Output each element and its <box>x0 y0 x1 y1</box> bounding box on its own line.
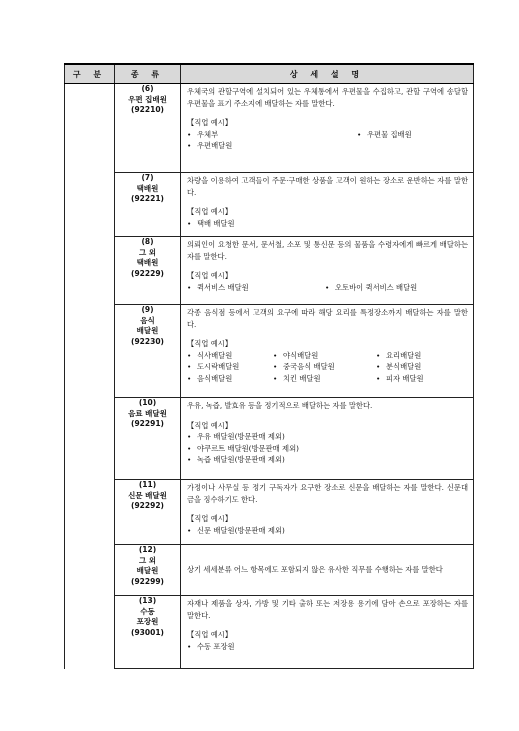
job-detail-cell <box>181 84 474 173</box>
job-description: 자재나 제품을 상자, 가방 및 기타 출하 또는 저장용 용기에 담아 손으로 포장하는 자를 말한다. <box>187 599 468 620</box>
example-list <box>187 129 468 152</box>
job-kind-cell <box>115 305 181 398</box>
example-item: • 녹즙 배달원(방문판매 제외) <box>187 454 468 466</box>
job-number: (12) <box>138 545 157 554</box>
job-name-line: 택배원 <box>136 258 159 267</box>
job-number: (10) <box>138 398 157 407</box>
job-name: 음료 배달원 <box>128 408 167 418</box>
example-item: • 중국음식 배달원 <box>273 361 376 373</box>
example-item: • 도시락배달원 <box>187 361 273 373</box>
example-item: • 오토바이 퀵서비스 배달원 <box>325 282 468 294</box>
job-detail-cell <box>181 398 474 480</box>
job-number: (9) <box>141 305 154 314</box>
job-kind-cell <box>115 84 181 173</box>
job-kind-cell <box>115 398 181 480</box>
job-name-line: 배달원 <box>136 326 159 335</box>
header-jongryu: 종 류 <box>115 64 181 84</box>
job-description: 우체국의 관할구역에 설치되어 있는 우체통에서 우편물을 수집하고, 관할 구역에 송달할 우편물을 표기 주소지에 배달하는 자를 말한다. <box>187 87 468 108</box>
job-name: 신문 배달원 <box>128 490 167 500</box>
job-description: 의뢰인이 요청한 문서, 문서철, 소포 및 통신문 등의 물품을 수령자에게 빠르게 배달하는 자를 말한다. <box>187 240 468 261</box>
table-row <box>65 398 474 480</box>
example-heading: 【직업 예시】 <box>187 207 233 216</box>
job-code: (93001) <box>131 627 164 637</box>
example-item: • 우유 배달원(방문판매 제외) <box>187 431 468 443</box>
example-heading: 【직업 예시】 <box>187 420 233 430</box>
job-name-line: 수동 <box>140 606 155 616</box>
job-code: (92292) <box>131 501 164 510</box>
table-row <box>65 173 474 237</box>
job-name-line: 포장원 <box>136 617 159 626</box>
example-item: • 야식배달원 <box>273 350 376 362</box>
example-list <box>187 282 468 294</box>
job-kind-cell <box>115 237 181 305</box>
example-heading: 【직업 예시】 <box>187 271 233 280</box>
job-kind-cell <box>115 480 181 545</box>
job-number: (11) <box>138 480 157 489</box>
gubun-cell <box>65 84 115 669</box>
job-detail-cell <box>181 173 474 237</box>
job-kind-cell <box>115 596 181 669</box>
job-name-line: 배달원 <box>136 566 159 575</box>
job-code: (92230) <box>131 336 164 346</box>
job-number: (8) <box>141 237 154 246</box>
job-description: 가정이나 사무실 등 정기 구독자가 요구한 장소로 신문을 배달하는 자를 말한다. 신문대금을 징수하기도 한다. <box>187 483 468 504</box>
example-item: • 야쿠르트 배달원(방문판매 제외) <box>187 443 468 455</box>
example-item: • 우편물 집배원 <box>357 129 468 141</box>
table-row <box>65 305 474 398</box>
job-description: 우유, 녹즙, 발효유 등을 정기적으로 배달하는 자를 말한다. <box>187 401 373 410</box>
example-item: • 신문 배달원(방문판매 제외) <box>187 525 468 537</box>
job-code: (92291) <box>131 419 164 428</box>
job-number: (6) <box>141 84 154 93</box>
table-row <box>65 545 474 596</box>
job-description: 차량을 이용하여 고객들이 주문·구매한 상품을 고객이 원하는 장소로 운반하는 자를 말한다. <box>187 176 468 197</box>
job-code: (92210) <box>131 105 164 114</box>
job-code: (92299) <box>131 576 164 586</box>
job-description: 각종 음식점 등에서 고객의 요구에 따라 해당 요리를 특정장소까지 배달하는 자를 말한다. <box>187 308 468 329</box>
example-item: • 식사배달원 <box>187 350 273 362</box>
example-heading: 【직업 예시】 <box>187 339 233 348</box>
job-name-line: 그 외 <box>138 555 157 565</box>
table-row <box>65 480 474 545</box>
example-item: • 우체부 <box>187 129 357 141</box>
job-description: 상기 세세분류 어느 항목에도 포함되지 않은 유사한 직무를 수행하는 자를 말한다 <box>187 565 443 575</box>
job-number: (7) <box>141 173 154 182</box>
job-code: (92229) <box>131 268 164 278</box>
table-row <box>65 84 474 173</box>
job-name-line: 음식 <box>140 315 155 325</box>
example-item: • 피자 배달원 <box>376 373 468 385</box>
job-name: 우편 집배원 <box>128 94 167 104</box>
job-classification-table <box>64 63 474 669</box>
table-row <box>65 237 474 305</box>
example-heading: 【직업 예시】 <box>187 118 233 127</box>
job-kind-cell <box>115 173 181 237</box>
example-item: • 택배 배달원 <box>187 218 468 230</box>
example-item: • 우편배달원 <box>187 140 357 152</box>
table-row <box>65 596 474 669</box>
example-heading: 【직업 예시】 <box>187 514 233 523</box>
job-detail-cell <box>181 545 474 596</box>
example-list <box>187 641 468 653</box>
job-detail-cell <box>181 305 474 398</box>
job-code: (92221) <box>131 194 164 203</box>
job-detail-cell <box>181 237 474 305</box>
example-item: • 치킨 배달원 <box>273 373 376 385</box>
job-detail-cell <box>181 480 474 545</box>
job-detail-cell <box>181 596 474 669</box>
job-name: 택배원 <box>136 183 159 193</box>
example-item: • 요리배달원 <box>376 350 468 362</box>
job-kind-cell <box>115 545 181 596</box>
example-list <box>187 525 468 537</box>
header-gubun: 구 분 <box>65 64 115 84</box>
example-list <box>187 350 468 385</box>
example-item: • 음식배달원 <box>187 373 273 385</box>
example-list <box>187 218 468 230</box>
example-item: • 수동 포장원 <box>187 641 468 653</box>
table-header-row <box>65 64 474 84</box>
example-item: • 퀵서비스 배달원 <box>187 282 325 294</box>
example-heading: 【직업 예시】 <box>187 630 233 639</box>
header-detail: 상 세 설 명 <box>181 64 474 84</box>
example-item: • 분식배달원 <box>376 361 468 373</box>
job-name-line: 그 외 <box>138 247 157 257</box>
job-number: (13) <box>138 596 157 605</box>
example-list <box>187 431 468 466</box>
